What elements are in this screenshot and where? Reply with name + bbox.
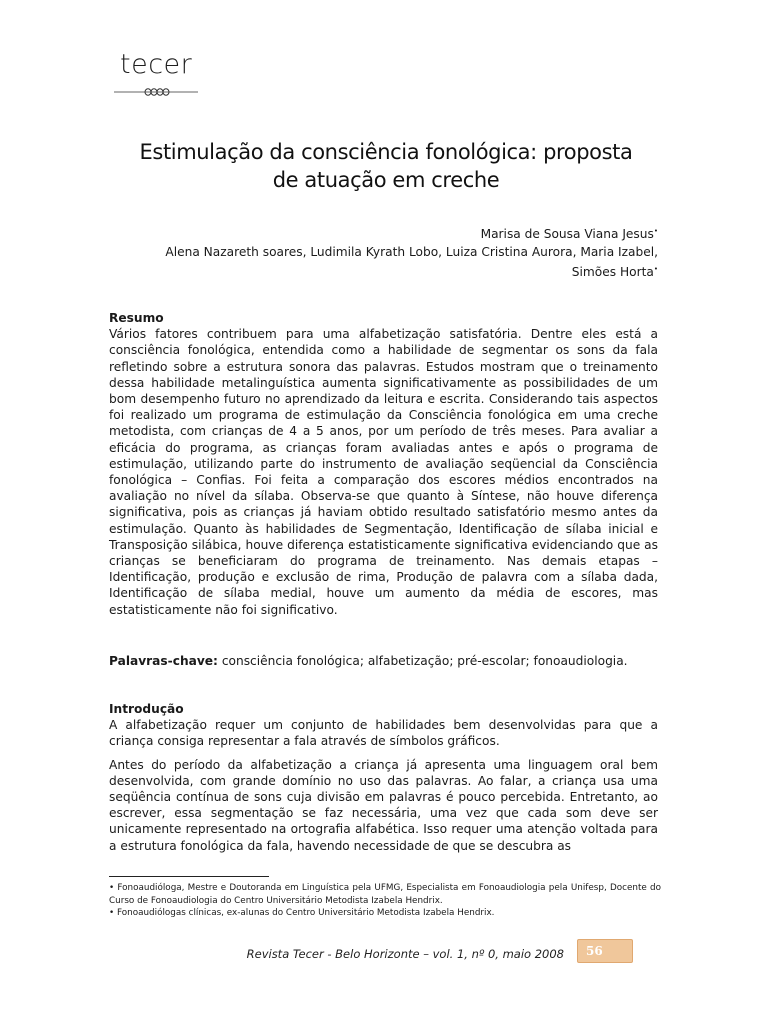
introduction-paragraph-2: Antes do período da alfabetização a criança já apresenta uma linguagem oral bem desenvolvida, com grande domínio no uso das palavras. Ao falar, a criança usa uma seqüência contínua de sons cuja divisão em palavras é pouco percebida. Entretanto, ao escrever, essa segmentação se faz necessária, uma vez que cada som deve ser unicamente representado na ortografia alfabética. Isso requer uma atenção voltada para a estrutura fonológica da fala, havendo necessidade de que se descubra as bbox=[109, 757, 658, 853]
title-line-2: de atuação em creche bbox=[272, 168, 500, 192]
keywords-text: consciência fonológica; alfabetização; pré-escolar; fonoaudiologia. bbox=[221, 654, 628, 668]
authors-line-3 bbox=[110, 261, 658, 282]
author-name: Simões Horta bbox=[571, 265, 654, 280]
journal-citation: Revista Tecer - Belo Horizonte – vol. 1, nº 0, maio 2008 bbox=[246, 947, 564, 961]
abstract-heading: Resumo bbox=[109, 311, 164, 325]
keywords-label: Palavras-chave: bbox=[109, 654, 218, 668]
abstract-text: Vários fatores contribuem para uma alfabetização satisfatória. Dentre eles está a consciência fonológica, entendida como a habilidade de segmentar os sons da fala refletindo sobre a estrutura sonora das palavras. Estudos mostram que o treinamento dessa habilidade metalinguística aumenta significativamente as possibilidades de um bom desempenho futuro no aprendizado da leitura e escrita. Considerando tais aspectos foi realizado um programa de estimulação da Consciência fonológica em uma creche metodista, com crianças de 4 a 5 anos, por um período de três meses. Para avaliar a eficácia do programa, as crianças foram avaliadas antes e após o programa de estimulação, utilizando parte do instrumento de avaliação seqüencial da Consciência fonológica – Confias. Foi feita a comparação dos escores médios encontrados na avaliação no nível da sílaba. Observa-se que quanto à Síntese, não houve diferença significativa, pois as crianças já haviam obtido resultado satisfatório mesmo antes da estimulação. Quanto às habilidades de Segmentação, Identificação de sílaba inicial e Transposição silábica, houve diferença estatisticamente significativa evidenciando que as crianças se beneficiaram do programa de treinamento. Nas demais etapas – Identificação, produção e exclusão de rima, Produção de palavra com a sílaba dada, Identificação de sílaba medial, houve um aumento da média de escores, mas estatisticamente não foi significativo. bbox=[109, 327, 658, 617]
footnote-divider bbox=[109, 876, 269, 877]
introduction-paragraph-1: A alfabetização requer um conjunto de habilidades bem desenvolvidas para que a criança consiga representar a fala através de símbolos gráficos. bbox=[109, 718, 658, 749]
footnote-mark: • bbox=[653, 227, 658, 235]
footnotes bbox=[109, 882, 661, 920]
page-number: 56 bbox=[586, 944, 603, 958]
footnote-2: • Fonoaudiólogas clínicas, ex-alunas do Centro Universitário Metodista Izabela Hendrix. bbox=[109, 908, 495, 918]
page-number-badge bbox=[577, 939, 633, 963]
authors-line-2: Alena Nazareth soares, Ludimila Kyrath Lobo, Luiza Cristina Aurora, Maria Izabel, bbox=[165, 244, 658, 259]
title-line-1: Estimulação da consciência fonológica: proposta bbox=[139, 140, 633, 164]
footnote-mark: • bbox=[653, 265, 658, 274]
author-name: Marisa de Sousa Viana Jesus bbox=[480, 227, 654, 242]
logo-text: tecer bbox=[120, 49, 193, 80]
logo-ornament-icon bbox=[114, 86, 198, 98]
introduction-heading: Introdução bbox=[109, 702, 184, 716]
footnote-1: • Fonoaudióloga, Mestre e Doutoranda em Linguística pela UFMG, Especialista em Fonoaudiologia pela Unifesp, Docente do Curso de Fonoaudiologia do Centro Universitário Metodista Izabela Hendrix. bbox=[109, 883, 661, 906]
authors-line-1 bbox=[110, 223, 658, 244]
authors bbox=[110, 223, 658, 282]
article-title bbox=[90, 138, 682, 194]
tecer-logo bbox=[114, 50, 206, 80]
introduction-section bbox=[109, 701, 658, 854]
keywords-line bbox=[109, 653, 658, 669]
keywords-section bbox=[109, 653, 658, 669]
abstract-section bbox=[109, 310, 658, 618]
